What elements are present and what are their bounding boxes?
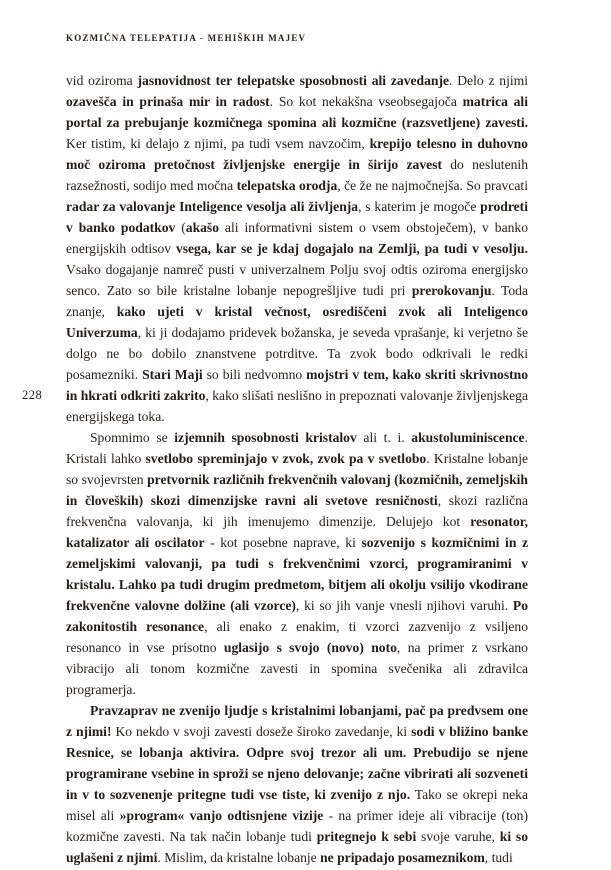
bold-run: vsega, kar se je kdaj dogajalo na Zemlji, pa tudi v vesolju.	[175, 241, 528, 256]
bold-run: uglasijo s svojo (novo) noto	[223, 640, 397, 655]
paragraph: Pravzaprav ne zvenijo ljudje s kristalnimi lobanjami, pač pa predvsem one z njimi! Ko nekdo v svoji zavesti doseže široko zavedanje, ki sodi v bližino banke Resnice, se lobanja aktivira. Odpre svoj trezor ali um. Prebudijo se njene programirane vsebine in sproži se njeno delovanje; začne vibrirati ali sozveneti in v to sozvenenje pritegne tudi vse tiste, ki zvenijo z njo. Tako se okrepi neka misel ali »program« vanjo odtisnjene vizije - na primer ideje ali vibracije (ton) kozmične zavesti. Na tak način lobanje tudi pritegnejo k sebi svoje varuhe, ki so uglašeni z njimi. Mislim, da kristalne lobanje ne pripadajo posameznikom, tudi	[66, 703, 529, 865]
bold-run: akustoluminiscence	[411, 430, 525, 445]
paragraph: Spomnimo se izjemnih sposobnosti kristalov ali t. i. akustoluminiscence. Kristali lahko svetlobo spreminjajo v zvok, zvok pa v svetlobo. Kristalne lobanje so svojevrsten pretvornik različnih frekvenčnih valovanj (kozmičnih, zemeljskih in človeških) skozi dimenzijske ravni ali svetove resničnosti, skozi različna frekvenčna valovanja, ki jih imenujemo dimenzije. Delujejo kot resonator, katalizator ali oscilator - kot posebne naprave, ki sozvenijo s kozmičnimi in z zemeljskimi valovanji, pa tudi s frekvenčnimi vzorci, programiranimi v kristalu. Lahko pa tudi drugim predmetom, bitjem ali okolju vsilijo vkodirane frekvenčne valovne dolžine (ali vzorce), ki so jih vanje vnesli njihovi varuhi. Po zakonitostih resonance, ali enako z enakim, ti vzorci zazvenijo z vsiljeno resonanco in vse prisotno uglasijo s svojo (novo) noto, na primer z vsrkano vibracijo ali tonom kozmične zavesti in spomina svečenika ali zdravilca programerja.	[66, 430, 529, 697]
bold-run: Stari Maji	[142, 367, 203, 382]
bold-run: Po zakonitostih resonance	[66, 598, 528, 634]
bold-run: telepatska orodja	[236, 178, 338, 193]
bold-run: Pravzaprav ne zvenijo ljudje s kristalnimi lobanjami, pač pa predvsem one z njimi!	[66, 703, 528, 739]
running-header: KOZMIČNA TELEPATIJA - MEHIŠKIH MAJEV	[66, 33, 307, 43]
bold-run: sodi v bližino banke Resnice, se lobanja aktivira. Odpre svoj trezor ali um. Prebudijo se njene programirane vsebine in sproži se njeno delovanje; začne vibrirati ali sozveneti in v to sozvenenje pritegne tudi vse tiste, ki zvenijo z njo.	[66, 724, 528, 802]
bold-run: ki so uglašeni z njimi	[66, 829, 529, 865]
bold-run: pritegnejo k sebi	[316, 829, 417, 844]
bold-run: sozvenijo s kozmičnimi in z zemeljskimi valovanji, pa tudi s frekvenčnimi vzorci, programiranimi v kristalu. Lahko pa tudi drugim predmetom, bitjem ali okolju vsilijo vkodirane frekvenčne valovne dolžine (ali vzorce)	[66, 535, 528, 613]
bold-run: akašo	[185, 220, 220, 235]
bold-run: pretvornik različnih frekvenčnih valovanj (kozmičnih, zemeljskih in človeških) skozi dimenzijske ravni ali svetove resničnosti	[66, 472, 528, 508]
page-body	[66, 70, 528, 868]
bold-run: resonator, katalizator ali oscilator	[66, 514, 528, 550]
bold-run: matrica ali portal za prebujanje kozmičnega spomina ali kozmične (razsvetljene) zavesti.	[66, 94, 528, 130]
bold-run: izjemnih sposobnosti kristalov	[174, 430, 357, 445]
paragraph: vid oziroma jasnovidnost ter telepatske sposobnosti ali zavedanje. Delo z njimi ozavešča in prinaša mir in radost. So kot nekakšna vseobsegajoča matrica ali portal za prebujanje kozmičnega spomina ali kozmične (razsvetljene) zavesti. Ker tistim, ki delajo z njimi, pa tudi vsem navzočim, krepijo telesno in duhovno moč oziroma pretočnost življenjske energije in širijo zavest do neslutenih razsežnosti, sodijo med močna telepatska orodja, če že ne najmočnejša. So pravcati radar za valovanje Inteligence vesolja ali življenja, s katerim je mogoče prodreti v banko podatkov (akašo ali informativni sistem o vsem obstoječem), v banko energijskih odtisov vsega, kar se je kdaj dogajalo na Zemlji, pa tudi v vesolju. Vsako dogajanje namreč pusti v univerzalnem Polju svoj odtis oziroma energijsko senco. Zato so bile kristalne lobanje nepogrešljive tudi pri prerokovanju. Toda znanje, kako ujeti v kristal večnost, osrediščeni zvok ali Inteligenco Univerzuma, ki ji dodajamo pridevek božanska, je seveda vprašanje, ki verjetno še dolgo ne bo dobilo znanstvene potrditve. Ta zvok bodo odkrivali le redki posamezniki. Stari Maji so bili nedvomno mojstri v tem, kako skriti skrivnostno in hkrati odkriti zakrito, kako slišati neslišno in prepoznati valovanje življenjskega energijskega toka.	[66, 73, 528, 424]
bold-run: prodreti v banko podatkov	[66, 199, 528, 235]
bold-run: radar za valovanje Inteligence vesolja ali življenja	[66, 199, 359, 214]
bold-run: kako ujeti v kristal večnost, osrediščeni zvok ali Inteligenco Univerzuma	[66, 304, 528, 340]
bold-run: ne pripadajo posameznikom	[320, 850, 485, 865]
bold-run: krepijo telesno in duhovno moč oziroma pretočnost življenjske energije in širijo zavest	[66, 136, 528, 172]
page-number: 228	[22, 388, 43, 402]
bold-run: ozavešča in prinaša mir in radost	[66, 94, 270, 109]
bold-run: mojstri v tem, kako skriti skrivnostno in hkrati odkriti zakrito	[66, 367, 528, 403]
bold-run: prerokovanju	[411, 283, 492, 298]
bold-run: svetlobo spreminjajo v zvok, zvok pa v svetlobo	[145, 451, 427, 466]
bold-run: »program« vanjo odtisnjene vizije	[119, 808, 324, 823]
bold-run: jasnovidnost ter telepatske sposobnosti ali zavedanje	[137, 73, 450, 88]
